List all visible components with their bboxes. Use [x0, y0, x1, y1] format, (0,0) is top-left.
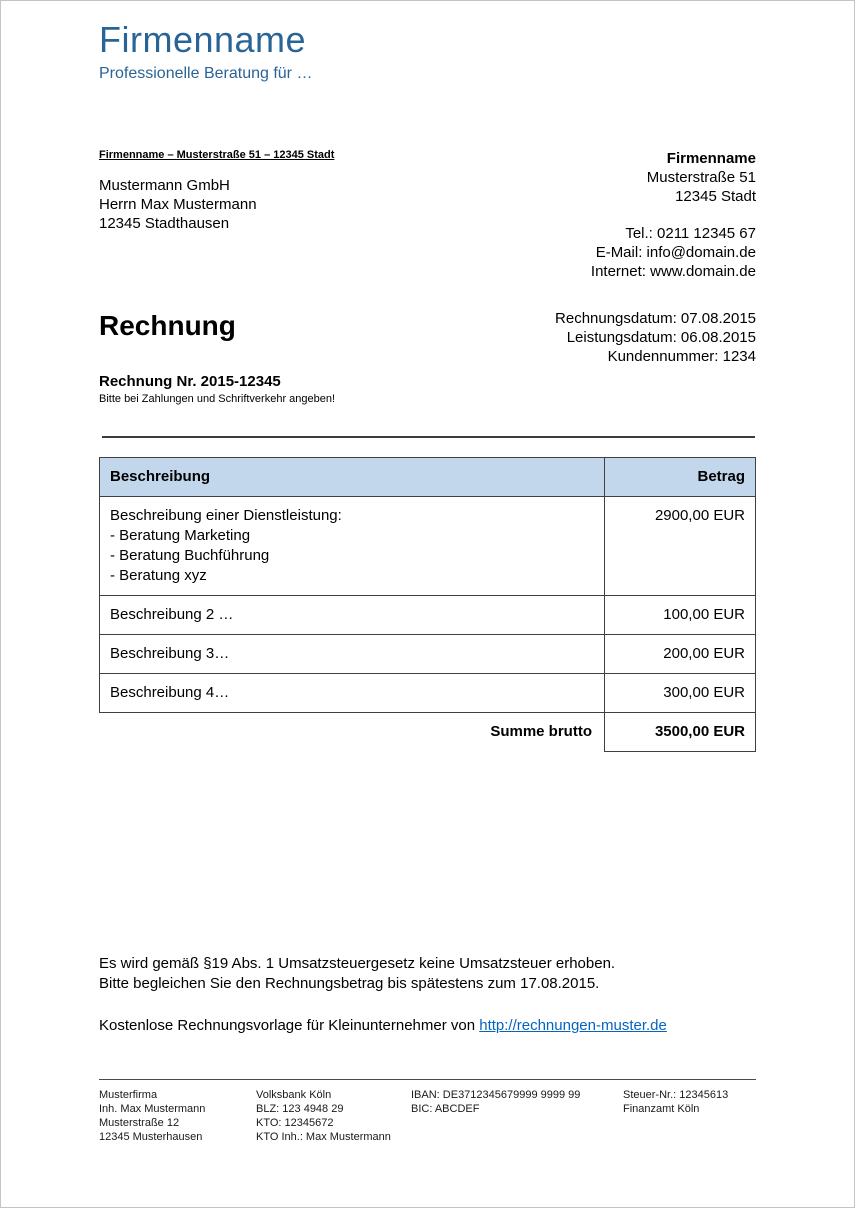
recipient-line: 12345 Stadthausen: [99, 215, 230, 232]
footer-line: Steuer-Nr.: 12345613: [623, 1089, 729, 1101]
footer-line: Musterfirma: [99, 1089, 158, 1101]
footer-line: Inh. Max Mustermann: [99, 1103, 206, 1115]
description-line: - Beratung Buchführung: [110, 547, 270, 564]
footer-line: Musterstraße 12: [99, 1117, 180, 1129]
recipient-line: Mustermann GmbH: [99, 177, 230, 194]
recipient-block: [99, 176, 334, 233]
invoice-meta-line: Kundennummer: 1234: [607, 348, 756, 365]
divider-rule: [102, 436, 755, 438]
header-betrag: Betrag: [605, 458, 756, 497]
footer-line: BIC: ABCDEF: [411, 1103, 480, 1115]
company-contact-line: Internet: www.domain.de: [590, 263, 756, 280]
table-row: [100, 497, 756, 596]
footer-column: [623, 1088, 756, 1144]
company-contact-line: E-Mail: info@domain.de: [595, 244, 756, 261]
amount-cell: 2900,00 EUR: [605, 497, 756, 596]
header-beschreibung: Beschreibung: [100, 458, 605, 497]
description-line: Beschreibung 2 …: [110, 606, 234, 623]
invoice-table: [99, 457, 756, 752]
invoice-number: Rechnung Nr. 2015-12345: [99, 373, 281, 390]
address-row: [99, 149, 756, 281]
company-contact: [591, 224, 756, 281]
table-wrap: [99, 457, 756, 752]
description-line: Beschreibung 3…: [110, 645, 230, 662]
footer-line: IBAN: DE3712345679999 9999 99: [411, 1089, 581, 1101]
invoice-meta-line: Rechnungsdatum: 07.08.2015: [555, 310, 756, 327]
footer-line: 12345 Musterhausen: [99, 1131, 203, 1143]
invoice-title: Rechnung: [99, 310, 236, 341]
promo-link[interactable]: http://rechnungen-muster.de: [479, 1017, 667, 1034]
logo-tagline: Professionelle Beratung für …: [99, 65, 313, 82]
invoice-meta-line: Leistungsdatum: 06.08.2015: [566, 329, 756, 346]
total-label: Summe brutto: [490, 723, 592, 740]
company-address: [591, 168, 756, 206]
footer-line: BLZ: 123 4948 29: [256, 1103, 344, 1115]
recipient-line: Herrn Max Mustermann: [99, 196, 257, 213]
invoice-number-block: [99, 373, 756, 405]
table-header-row: [100, 458, 756, 497]
title-row: [99, 309, 756, 366]
description-cell: [100, 674, 605, 713]
amount-cell: 100,00 EUR: [605, 596, 756, 635]
total-amount: 3500,00 EUR: [605, 713, 756, 752]
note-line: Es wird gemäß §19 Abs. 1 Umsatzsteuergesetz keine Umsatzsteuer erhoben.: [99, 955, 616, 972]
footer-column: [411, 1088, 623, 1144]
company-address-line: 12345 Stadt: [675, 188, 756, 205]
footer-line: Finanzamt Köln: [623, 1103, 700, 1115]
description-line: Beschreibung 4…: [110, 684, 230, 701]
promo-line: [99, 1017, 756, 1034]
footer-column: [99, 1088, 256, 1144]
amount-cell: 300,00 EUR: [605, 674, 756, 713]
note-line: Bitte begleichen Sie den Rechnungsbetrag bis spätestens zum 17.08.2015.: [99, 975, 600, 992]
description-line: - Beratung xyz: [110, 567, 207, 584]
table-row: [100, 635, 756, 674]
footer-column: [256, 1088, 411, 1144]
invoice-number-note: Bitte bei Zahlungen und Schriftverkehr angeben!: [99, 393, 336, 405]
footer-line: KTO Inh.: Max Mustermann: [256, 1131, 391, 1143]
footer-line: Volksbank Köln: [256, 1089, 332, 1101]
description-line: - Beratung Marketing: [110, 527, 251, 544]
invoice-table-body: [100, 497, 756, 713]
total-row: [100, 713, 756, 752]
company-contact-line: Tel.: 0211 12345 67: [625, 225, 756, 242]
description-cell: [100, 497, 605, 596]
description-cell: [100, 596, 605, 635]
sender-line: Firmenname – Musterstraße 51 – 12345 Stadt: [99, 149, 335, 161]
amount-cell: 200,00 EUR: [605, 635, 756, 674]
company-name: Firmenname: [666, 150, 756, 167]
description-line: Beschreibung einer Dienstleistung:: [110, 507, 342, 524]
notes-block: [99, 954, 756, 994]
description-cell: [100, 635, 605, 674]
table-row: [100, 596, 756, 635]
recipient-area: [99, 149, 334, 281]
promo-text: Kostenlose Rechnungsvorlage für Kleinunternehmer von: [99, 1017, 480, 1034]
company-address-line: Musterstraße 51: [646, 169, 756, 186]
logo-name: Firmenname: [99, 19, 307, 60]
footer: [99, 1079, 756, 1144]
company-block: [591, 149, 756, 281]
invoice-meta: [555, 309, 756, 366]
table-row: [100, 674, 756, 713]
company-logo: [99, 19, 756, 83]
footer-line: KTO: 12345672: [256, 1117, 334, 1129]
